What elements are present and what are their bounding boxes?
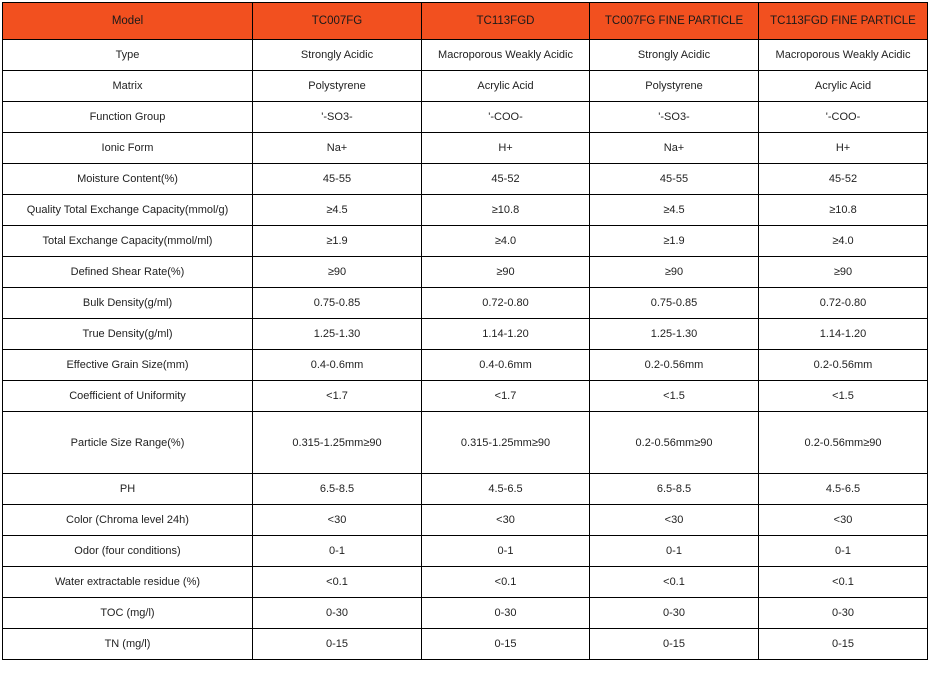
row-label: PH — [3, 474, 253, 505]
table-cell: <0.1 — [759, 567, 928, 598]
header-tc007fg-fine: TC007FG FINE PARTICLE — [590, 3, 759, 40]
table-cell: 0.2-0.56mm≥90 — [759, 412, 928, 474]
table-cell: 0-30 — [422, 598, 590, 629]
table-cell: <1.5 — [759, 381, 928, 412]
table-cell: Acrylic Acid — [759, 71, 928, 102]
table-cell: 1.25-1.30 — [590, 319, 759, 350]
header-tc113fgd: TC113FGD — [422, 3, 590, 40]
table-cell: 0.2-0.56mm — [590, 350, 759, 381]
table-cell: 4.5-6.5 — [422, 474, 590, 505]
row-label: Particle Size Range(%) — [3, 412, 253, 474]
table-row — [3, 350, 928, 381]
table-cell: 0-1 — [759, 536, 928, 567]
table-cell: 1.14-1.20 — [422, 319, 590, 350]
table-cell: 4.5-6.5 — [759, 474, 928, 505]
table-cell: ≥90 — [253, 257, 422, 288]
row-label: TOC (mg/l) — [3, 598, 253, 629]
table-cell: 6.5-8.5 — [590, 474, 759, 505]
table-cell: 0.2-0.56mm≥90 — [590, 412, 759, 474]
table-row — [3, 226, 928, 257]
table-cell: Macroporous Weakly Acidic — [422, 40, 590, 71]
table-row — [3, 133, 928, 164]
table-cell: Na+ — [590, 133, 759, 164]
table-cell: 0.315-1.25mm≥90 — [422, 412, 590, 474]
table-cell: <30 — [759, 505, 928, 536]
row-label: Moisture Content(%) — [3, 164, 253, 195]
table-row — [3, 288, 928, 319]
row-label: Color (Chroma level 24h) — [3, 505, 253, 536]
table-cell: Strongly Acidic — [590, 40, 759, 71]
table-cell: ≥10.8 — [422, 195, 590, 226]
table-row — [3, 598, 928, 629]
table-cell: ≥4.5 — [253, 195, 422, 226]
table-row — [3, 567, 928, 598]
header-model: Model — [3, 3, 253, 40]
table-row — [3, 505, 928, 536]
row-label: Odor (four conditions) — [3, 536, 253, 567]
table-cell: 0-1 — [253, 536, 422, 567]
table-cell: <0.1 — [253, 567, 422, 598]
header-tc007fg: TC007FG — [253, 3, 422, 40]
table-cell: <30 — [590, 505, 759, 536]
table-cell: ≥1.9 — [253, 226, 422, 257]
table-cell: 6.5-8.5 — [253, 474, 422, 505]
table-cell: <30 — [422, 505, 590, 536]
table-cell: 0.72-0.80 — [759, 288, 928, 319]
row-label: Quality Total Exchange Capacity(mmol/g) — [3, 195, 253, 226]
table-cell: ≥10.8 — [759, 195, 928, 226]
header-row — [3, 3, 928, 40]
table-cell: 0.75-0.85 — [253, 288, 422, 319]
row-label: Coefficient of Uniformity — [3, 381, 253, 412]
table-cell: '-COO- — [759, 102, 928, 133]
table-row — [3, 164, 928, 195]
table-cell: Acrylic Acid — [422, 71, 590, 102]
table-cell: 0-15 — [253, 629, 422, 660]
row-label: Bulk Density(g/ml) — [3, 288, 253, 319]
table-cell: <0.1 — [422, 567, 590, 598]
table-cell: <30 — [253, 505, 422, 536]
table-row — [3, 412, 928, 474]
table-cell: 45-55 — [253, 164, 422, 195]
row-label: Defined Shear Rate(%) — [3, 257, 253, 288]
table-cell: 0.4-0.6mm — [253, 350, 422, 381]
table-cell: 0.72-0.80 — [422, 288, 590, 319]
table-cell: <1.5 — [590, 381, 759, 412]
table-cell: Strongly Acidic — [253, 40, 422, 71]
table-cell: 1.14-1.20 — [759, 319, 928, 350]
table-cell: '-SO3- — [590, 102, 759, 133]
row-label: True Density(g/ml) — [3, 319, 253, 350]
table-row — [3, 474, 928, 505]
table-cell: Na+ — [253, 133, 422, 164]
table-cell: H+ — [422, 133, 590, 164]
table-row — [3, 71, 928, 102]
table-row — [3, 257, 928, 288]
row-label: Matrix — [3, 71, 253, 102]
table-row — [3, 195, 928, 226]
table-cell: ≥4.0 — [422, 226, 590, 257]
table-cell: 45-55 — [590, 164, 759, 195]
table-cell: ≥1.9 — [590, 226, 759, 257]
header-tc113fgd-fine: TC113FGD FINE PARTICLE — [759, 3, 928, 40]
table-cell: 45-52 — [422, 164, 590, 195]
table-cell: 45-52 — [759, 164, 928, 195]
table-row — [3, 102, 928, 133]
row-label: Total Exchange Capacity(mmol/ml) — [3, 226, 253, 257]
table-cell: <1.7 — [253, 381, 422, 412]
table-cell: Macroporous Weakly Acidic — [759, 40, 928, 71]
table-cell: <1.7 — [422, 381, 590, 412]
row-label: Water extractable residue (%) — [3, 567, 253, 598]
table-cell: 0-1 — [590, 536, 759, 567]
table-cell: '-SO3- — [253, 102, 422, 133]
table-cell: 0-30 — [759, 598, 928, 629]
table-cell: ≥4.5 — [590, 195, 759, 226]
table-cell: '-COO- — [422, 102, 590, 133]
table-row — [3, 629, 928, 660]
table-cell: <0.1 — [590, 567, 759, 598]
table-cell: ≥90 — [590, 257, 759, 288]
row-label: TN (mg/l) — [3, 629, 253, 660]
table-cell: ≥4.0 — [759, 226, 928, 257]
table-body — [3, 40, 928, 660]
table-cell: 0.315-1.25mm≥90 — [253, 412, 422, 474]
table-cell: ≥90 — [422, 257, 590, 288]
table-cell: 0.75-0.85 — [590, 288, 759, 319]
table-cell: 0.4-0.6mm — [422, 350, 590, 381]
table-cell: Polystyrene — [590, 71, 759, 102]
table-cell: ≥90 — [759, 257, 928, 288]
table-cell: 0.2-0.56mm — [759, 350, 928, 381]
table-cell: Polystyrene — [253, 71, 422, 102]
table-cell: 0-1 — [422, 536, 590, 567]
row-label: Type — [3, 40, 253, 71]
table-row — [3, 40, 928, 71]
table-cell: 1.25-1.30 — [253, 319, 422, 350]
row-label: Function Group — [3, 102, 253, 133]
table-cell: 0-30 — [590, 598, 759, 629]
resin-spec-table — [2, 2, 928, 660]
table-row — [3, 536, 928, 567]
table-cell: 0-15 — [759, 629, 928, 660]
row-label: Ionic Form — [3, 133, 253, 164]
table-cell: 0-30 — [253, 598, 422, 629]
row-label: Effective Grain Size(mm) — [3, 350, 253, 381]
table-row — [3, 319, 928, 350]
table-cell: 0-15 — [590, 629, 759, 660]
table-header — [3, 3, 928, 40]
table-cell: H+ — [759, 133, 928, 164]
table-row — [3, 381, 928, 412]
table-cell: 0-15 — [422, 629, 590, 660]
